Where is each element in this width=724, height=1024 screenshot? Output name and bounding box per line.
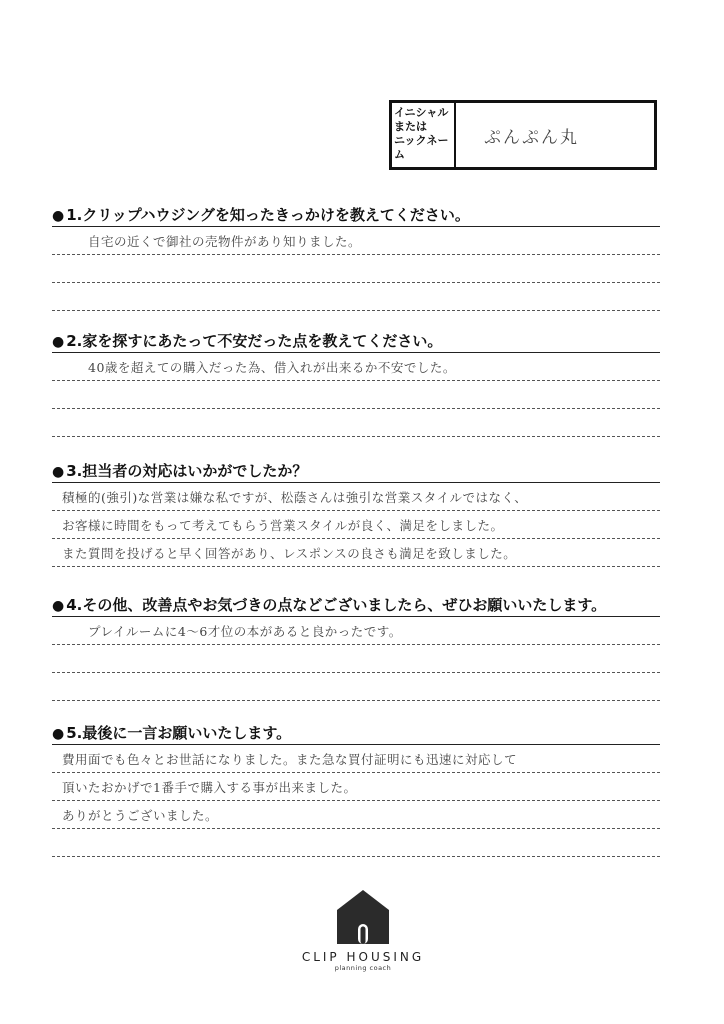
answer-line [52,283,660,311]
logo-subtitle: planning coach [334,964,392,972]
question-4-text: 4.その他、改善点やお気づきの点などございましたら、ぜひお願いいたします。 [66,596,607,614]
question-3-heading [52,460,660,483]
logo-name: CLIP HOUSING [301,950,425,964]
answer-line: 40歳を超えての購入だった為、借入れが出来るか不安でした。 [52,353,660,381]
nickname-label-text: イニシャル または ニックネーム [394,106,449,161]
answer-line [52,673,660,701]
answer-line: 積極的(強引)な営業は嫌な私ですが、松蔭さんは強引な営業スタイルではなく、 [52,483,660,511]
bullet-icon: ● [52,464,65,480]
bullet-icon: ● [52,598,65,614]
question-5-text: 5.最後に一言お願いいたします。 [66,724,292,742]
question-2-heading [52,330,660,353]
answer-2-lines [52,353,660,437]
bullet-icon: ● [52,208,65,224]
answer-line: お客様に時間をもって考えてもらう営業スタイルが良く、満足をしました。 [52,511,660,539]
bullet-icon: ● [52,726,65,742]
answer-3-lines [52,483,660,567]
nickname-value: ぷんぷん丸 [484,127,579,148]
question-2 [52,330,660,437]
question-5-heading [52,722,660,745]
answer-line [52,381,660,409]
question-5 [52,722,660,857]
answer-4-lines [52,617,660,701]
question-1 [52,204,660,311]
answer-line [52,645,660,673]
answer-line: 自宅の近くで御社の売物件があり知りました。 [52,227,660,255]
nickname-box [389,100,657,170]
answer-line: ありがとうございました。 [52,801,660,829]
answer-line: また質問を投げると早く回答があり、レスポンスの良さも満足を致しました。 [52,539,660,567]
answer-line [52,255,660,283]
bullet-icon: ● [52,334,65,350]
question-1-text: 1.クリップハウジングを知ったきっかけを教えてください。 [66,206,470,224]
answer-1-lines [52,227,660,311]
answer-line: 頂いたおかげで1番手で購入する事が出来ました。 [52,773,660,801]
house-logo-icon [335,888,391,946]
clip-housing-logo [290,888,436,972]
answer-line [52,829,660,857]
answer-5-lines [52,745,660,857]
answer-line: 費用面でも色々とお世話になりました。また急な買付証明にも迅速に対応して [52,745,660,773]
question-4-heading [52,594,660,617]
answer-line: プレイルームに4〜6才位の本があると良かったです。 [52,617,660,645]
question-3 [52,460,660,567]
question-2-text: 2.家を探すにあたって不安だった点を教えてください。 [66,332,443,350]
nickname-label [392,103,456,167]
question-3-text: 3.担当者の対応はいかがでしたか？ [66,462,308,480]
question-4 [52,594,660,701]
question-1-heading [52,204,660,227]
answer-line [52,409,660,437]
